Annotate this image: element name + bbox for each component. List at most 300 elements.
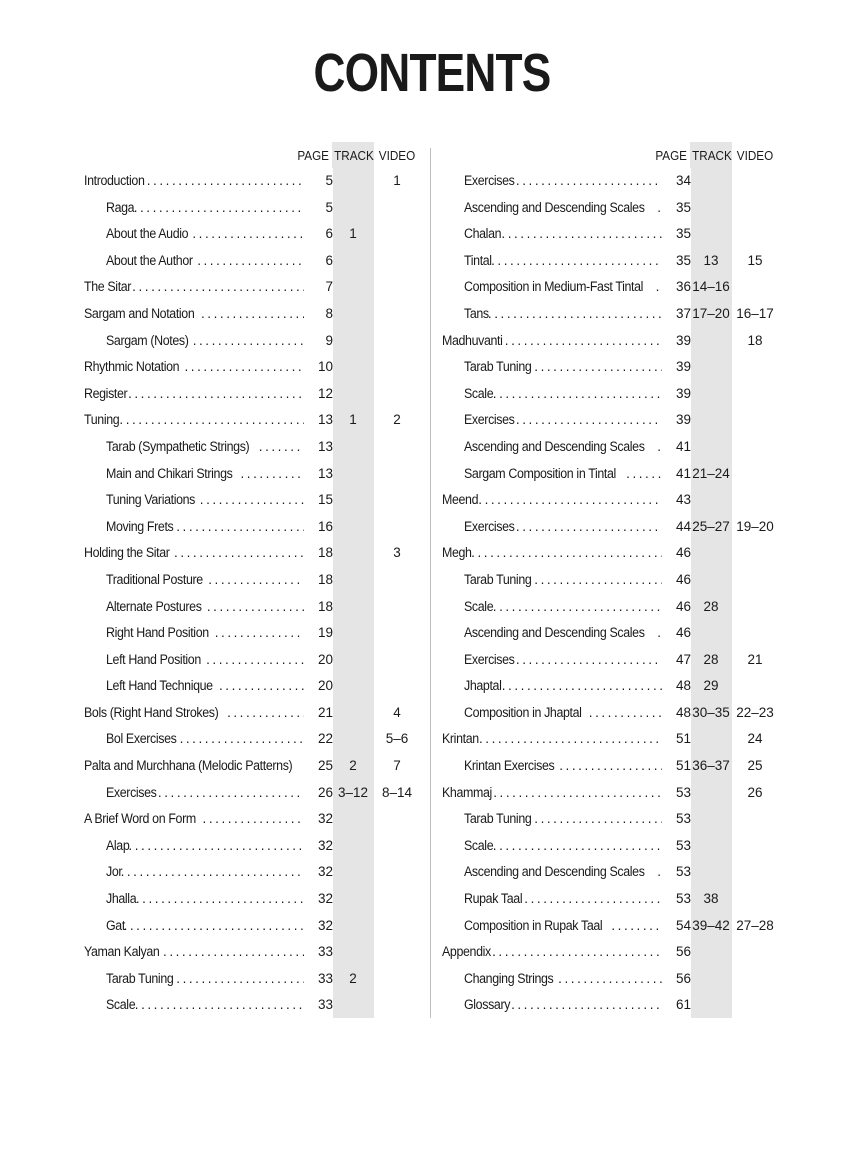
entry-label: Sargam (Notes) [106, 332, 189, 348]
dot-leader [531, 354, 682, 381]
entry-title-with-leader [106, 567, 324, 594]
toc-entry[interactable] [84, 939, 424, 966]
entry-title-with-leader [84, 540, 324, 567]
entry-label: Ascending and Descending Scales [464, 625, 645, 641]
toc-entry[interactable] [84, 886, 424, 913]
entry-page-number: 18 [304, 594, 333, 621]
dot-leader [121, 913, 324, 940]
toc-entry[interactable] [84, 168, 424, 195]
entry-label: Ascending and Descending Scales [464, 199, 645, 215]
entry-page-number: 35 [662, 221, 691, 248]
entry-page-number: 53 [662, 859, 691, 886]
entry-title-with-leader [106, 726, 324, 753]
toc-entry[interactable] [84, 514, 424, 541]
entry-label: About the Author [106, 252, 193, 268]
entry-title-with-leader [106, 514, 324, 541]
entry-page-number: 13 [304, 434, 333, 461]
toc-entry[interactable] [442, 966, 782, 993]
entry-video-number: 26 [747, 784, 763, 800]
toc-rows-left [84, 168, 424, 1019]
dot-leader [132, 992, 324, 1019]
entry-title-with-leader [106, 620, 324, 647]
dot-leader [125, 833, 324, 860]
toc-entry[interactable] [442, 381, 782, 408]
toc-entry[interactable] [442, 753, 782, 780]
entry-title-with-leader [106, 859, 324, 886]
entry-page-number: 9 [304, 328, 333, 355]
toc-entry[interactable] [84, 647, 424, 674]
entry-label: Madhuvanti [442, 332, 503, 348]
entry-page-number: 44 [662, 514, 691, 541]
entry-track-number: 29 [703, 678, 719, 694]
entry-page-number: 46 [662, 540, 691, 567]
entry-title-with-leader [106, 833, 324, 860]
entry-page-number: 16 [304, 514, 333, 541]
entry-page-number: 22 [304, 726, 333, 753]
entry-page-number: 48 [662, 700, 691, 727]
entry-page-number: 39 [662, 381, 691, 408]
entry-label: Scale [464, 385, 494, 401]
entry-label: Ascending and Descending Scales [464, 438, 645, 454]
entry-title-with-leader [442, 726, 682, 753]
entry-title-with-leader [464, 673, 682, 700]
entry-title-with-leader [106, 966, 324, 993]
entry-page-number: 7 [304, 274, 333, 301]
toc-entry[interactable] [442, 780, 782, 807]
entry-title-with-leader [106, 221, 324, 248]
toc-entry[interactable] [442, 195, 782, 222]
dot-leader [476, 726, 682, 753]
entry-page-number: 19 [304, 620, 333, 647]
entry-title-with-leader [442, 487, 682, 514]
entry-page-number: 43 [662, 487, 691, 514]
entry-title-with-leader [106, 647, 324, 674]
toc-entry[interactable] [84, 753, 424, 780]
video-header: VIDEO [378, 148, 416, 163]
toc-entry[interactable] [442, 328, 782, 355]
entry-label: Composition in Jhaptal [464, 704, 582, 720]
entry-title-with-leader [106, 461, 324, 488]
entry-label: Yaman Kalyan [84, 944, 160, 960]
entry-label: Scale [464, 598, 494, 614]
entry-label: Holding the Sitar [84, 545, 170, 561]
entry-label: Sargam and Notation [84, 305, 195, 321]
dot-leader [489, 939, 682, 966]
entry-page-number: 41 [662, 434, 691, 461]
entry-page-number: 53 [662, 780, 691, 807]
entry-title-with-leader [106, 434, 324, 461]
entry-label: Glossary [464, 997, 511, 1013]
entry-title-with-leader [106, 594, 324, 621]
entry-page-number: 6 [304, 221, 333, 248]
entry-title-with-leader [464, 434, 682, 461]
toc-entry[interactable] [442, 407, 782, 434]
dot-leader [508, 992, 682, 1019]
toc-entry[interactable] [84, 567, 424, 594]
dot-leader [531, 567, 682, 594]
entry-track-number: 17–20 [692, 305, 730, 321]
entry-title-with-leader [464, 567, 682, 594]
entry-page-number: 32 [304, 859, 333, 886]
toc-entry[interactable] [442, 221, 782, 248]
toc-entry[interactable] [442, 168, 782, 195]
toc-entry[interactable] [84, 833, 424, 860]
entry-page-number: 13 [304, 407, 333, 434]
dot-leader [513, 647, 682, 674]
toc-entry[interactable] [84, 274, 424, 301]
entry-title-with-leader [84, 301, 324, 328]
entry-track-number: 28 [703, 651, 719, 667]
entry-title-with-leader [106, 780, 324, 807]
toc-entry[interactable] [442, 886, 782, 913]
entry-page-number: 21 [304, 700, 333, 727]
entry-title-with-leader [464, 301, 682, 328]
video-header: VIDEO [736, 148, 774, 163]
toc-entry[interactable] [84, 354, 424, 381]
toc-entry[interactable] [442, 913, 782, 940]
toc-entry[interactable] [442, 434, 782, 461]
entry-label: Tarab (Sympathetic Strings) [106, 438, 250, 454]
entry-video-number: 18 [747, 332, 763, 348]
entry-page-number: 39 [662, 354, 691, 381]
dot-leader [144, 168, 324, 195]
dot-leader [490, 833, 682, 860]
entry-page-number: 53 [662, 806, 691, 833]
toc-entry[interactable] [442, 487, 782, 514]
entry-track-number: 3–12 [337, 784, 369, 800]
entry-label: Megh [442, 545, 472, 561]
dot-leader [116, 407, 324, 434]
entry-title-with-leader [464, 753, 682, 780]
entry-title-with-leader [464, 913, 682, 940]
entry-label: Bols (Right Hand Strokes) [84, 704, 219, 720]
toc-entry[interactable] [442, 833, 782, 860]
entry-page-number: 33 [304, 939, 333, 966]
entry-page-number: 56 [662, 939, 691, 966]
toc-entry[interactable] [84, 195, 424, 222]
entry-label: Tans [464, 305, 489, 321]
entry-page-number: 25 [304, 753, 333, 780]
entry-video-number: 22–23 [736, 704, 774, 720]
toc-entry[interactable] [442, 461, 782, 488]
dot-leader [498, 221, 682, 248]
entry-title-with-leader [464, 274, 682, 301]
entry-video-number: 3 [393, 545, 401, 561]
entry-page-number: 53 [662, 886, 691, 913]
entry-video-number: 1 [393, 173, 401, 188]
entry-page-number: 39 [662, 328, 691, 355]
dot-leader [521, 886, 682, 913]
toc-entry[interactable] [84, 221, 424, 248]
entry-label: Jhaptal [464, 678, 502, 694]
entry-page-number: 54 [662, 913, 691, 940]
toc-entry[interactable] [84, 780, 424, 807]
toc-entry[interactable] [84, 248, 424, 275]
toc-entry[interactable] [84, 594, 424, 621]
dot-leader [513, 168, 682, 195]
entry-label: Raga [106, 199, 135, 215]
entry-title-with-leader [106, 992, 324, 1019]
toc-entry[interactable] [442, 806, 782, 833]
entry-label: Bol Exercises [106, 731, 177, 747]
entry-label: Sargam Composition in Tintal [464, 465, 616, 481]
entry-label: Khammaj [442, 784, 492, 800]
toc-entry[interactable] [84, 806, 424, 833]
entry-label: Krintan Exercises [464, 758, 555, 774]
toc-entry[interactable] [84, 620, 424, 647]
entry-title-with-leader [464, 833, 682, 860]
toc-entry[interactable] [84, 966, 424, 993]
entry-video-number: 15 [747, 252, 763, 268]
entry-label: Composition in Medium-Fast Tintal [464, 279, 644, 295]
toc-entry[interactable] [84, 461, 424, 488]
entry-video-number: 16–17 [736, 305, 774, 321]
entry-label: Left Hand Technique [106, 678, 213, 694]
dot-leader [490, 594, 682, 621]
entry-page-number: 46 [662, 620, 691, 647]
entry-label: Rhythmic Notation [84, 359, 180, 375]
entry-label: Composition in Rupak Taal [464, 917, 603, 933]
entry-title-with-leader [464, 195, 682, 222]
dot-leader [468, 540, 682, 567]
entry-title-with-leader [106, 195, 324, 222]
entry-page-number: 33 [304, 966, 333, 993]
entry-title-with-leader [84, 700, 324, 727]
toc-column-left [84, 142, 484, 1022]
entry-track-number: 21–24 [692, 465, 730, 481]
entry-title-with-leader [464, 886, 682, 913]
toc-entry[interactable] [442, 248, 782, 275]
entry-title-with-leader [84, 274, 324, 301]
dot-leader [499, 673, 682, 700]
entry-title-with-leader [106, 913, 324, 940]
page-title: CONTENTS [313, 43, 551, 103]
toc-entry[interactable] [442, 700, 782, 727]
entry-label: Tarab Tuning [106, 970, 174, 986]
entry-title-with-leader [442, 540, 682, 567]
entry-page-number: 32 [304, 833, 333, 860]
toc-entry[interactable] [84, 859, 424, 886]
entry-label: Appendix [442, 944, 491, 960]
entry-title-with-leader [464, 620, 682, 647]
entry-label: Moving Frets [106, 518, 174, 534]
entry-title-with-leader [442, 939, 682, 966]
entry-label: Meend [442, 492, 479, 508]
entry-label: Tintal [464, 252, 492, 268]
entry-track-number: 38 [703, 891, 719, 907]
entry-title-with-leader [106, 487, 324, 514]
entry-label: Tarab Tuning [464, 811, 532, 827]
entry-video-number: 27–28 [736, 917, 774, 933]
entry-page-number: 37 [662, 301, 691, 328]
dot-leader [129, 274, 324, 301]
entry-track-number: 30–35 [692, 704, 730, 720]
entry-page-number: 26 [304, 780, 333, 807]
entry-label: Scale [106, 997, 136, 1013]
entry-page-number: 15 [304, 487, 333, 514]
toc-entry[interactable] [442, 567, 782, 594]
entry-title-with-leader [464, 248, 682, 275]
dot-leader [131, 195, 324, 222]
entry-label: Palta and Murchhana (Melodic Patterns) [84, 758, 293, 774]
entry-page-number: 46 [662, 567, 691, 594]
toc-column-right [442, 142, 842, 1022]
entry-title-with-leader [84, 354, 324, 381]
entry-label: Tarab Tuning [464, 571, 532, 587]
entry-page-number: 33 [304, 992, 333, 1019]
entry-title-with-leader [464, 806, 682, 833]
dot-leader [155, 780, 324, 807]
entry-page-number: 39 [662, 407, 691, 434]
dot-leader [118, 859, 324, 886]
entry-label: The Sitar [84, 279, 132, 295]
entry-track-number: 28 [703, 598, 719, 614]
entry-page-number: 20 [304, 647, 333, 674]
entry-video-number: 8–14 [381, 784, 413, 800]
entry-label: Scale [464, 837, 494, 853]
toc-entry[interactable] [442, 620, 782, 647]
entry-page-number: 18 [304, 567, 333, 594]
entry-page-number: 61 [662, 992, 691, 1019]
entry-title-with-leader [106, 886, 324, 913]
entry-title-with-leader [464, 514, 682, 541]
toc-entry[interactable] [442, 647, 782, 674]
entry-page-number: 8 [304, 301, 333, 328]
toc-entry[interactable] [84, 328, 424, 355]
entry-label: Tuning Variations [106, 492, 196, 508]
entry-label: Jor [106, 864, 123, 880]
entry-track-number: 36–37 [692, 758, 730, 774]
entry-video-number: 5–6 [385, 731, 409, 747]
dot-leader [502, 328, 682, 355]
entry-page-number: 51 [662, 753, 691, 780]
entry-label: Alternate Postures [106, 598, 202, 614]
toc-entry[interactable] [84, 381, 424, 408]
dot-leader [173, 966, 324, 993]
entry-video-number: 7 [393, 758, 401, 774]
dot-leader [125, 381, 324, 408]
entry-title-with-leader [464, 381, 682, 408]
toc-entry[interactable] [442, 859, 782, 886]
toc-entry[interactable] [84, 726, 424, 753]
entry-track-number: 25–27 [692, 518, 730, 534]
entry-title-with-leader [84, 407, 324, 434]
toc-entry[interactable] [442, 992, 782, 1019]
entry-video-number: 24 [747, 731, 763, 747]
entry-title-with-leader [464, 461, 682, 488]
entry-title-with-leader [106, 673, 324, 700]
track-header: TRACK [334, 148, 374, 163]
entry-page-number: 46 [662, 594, 691, 621]
toc-entry[interactable] [84, 487, 424, 514]
entry-track-number: 1 [349, 226, 357, 242]
entry-label: Left Hand Position [106, 651, 201, 667]
dot-leader [485, 301, 682, 328]
toc-entry[interactable] [442, 939, 782, 966]
dot-leader [490, 780, 682, 807]
entry-video-number: 19–20 [736, 518, 774, 534]
entry-title-with-leader [464, 859, 682, 886]
toc-entry[interactable] [442, 594, 782, 621]
entry-label: A Brief Word on Form [84, 811, 196, 827]
entry-label: Chalan [464, 226, 502, 242]
toc-entry[interactable] [84, 407, 424, 434]
entry-page-number: 10 [304, 354, 333, 381]
entry-title-with-leader [84, 806, 324, 833]
dot-leader [133, 886, 324, 913]
dot-leader [160, 939, 324, 966]
entry-title-with-leader [106, 328, 324, 355]
entry-title-with-leader [464, 354, 682, 381]
toc-entry[interactable] [84, 301, 424, 328]
entry-title-with-leader [464, 221, 682, 248]
entry-label: Main and Chikari Strings [106, 465, 233, 481]
entry-label: Exercises [464, 412, 515, 428]
track-header: TRACK [692, 148, 732, 163]
entry-page-number: 32 [304, 806, 333, 833]
entry-label: Exercises [464, 651, 515, 667]
toc-entry[interactable] [442, 540, 782, 567]
entry-page-number: 41 [662, 461, 691, 488]
entry-title-with-leader [464, 700, 682, 727]
entry-page-number: 56 [662, 966, 691, 993]
dot-leader [488, 248, 682, 275]
entry-label: Ascending and Descending Scales [464, 864, 645, 880]
toc-entry[interactable] [442, 673, 782, 700]
toc-entry[interactable] [84, 673, 424, 700]
dot-leader [531, 806, 682, 833]
entry-label: Changing Strings [464, 970, 554, 986]
entry-title-with-leader [464, 407, 682, 434]
entry-page-number: 5 [304, 195, 333, 222]
entry-title-with-leader [106, 248, 324, 275]
dot-leader [490, 381, 682, 408]
entry-page-number: 53 [662, 833, 691, 860]
entry-title-with-leader [84, 381, 324, 408]
entry-page-number: 51 [662, 726, 691, 753]
entry-page-number: 20 [304, 673, 333, 700]
entry-track-number: 2 [349, 970, 357, 986]
toc-entry[interactable] [442, 726, 782, 753]
entry-page-number: 13 [304, 461, 333, 488]
entry-label: Register [84, 385, 128, 401]
entry-video-number: 2 [393, 412, 401, 428]
toc-entry[interactable] [442, 274, 782, 301]
entry-title-with-leader [84, 753, 324, 780]
entry-page-number: 35 [662, 248, 691, 275]
entry-page-number: 32 [304, 886, 333, 913]
toc-entry[interactable] [442, 354, 782, 381]
page-header: PAGE [297, 148, 329, 163]
entry-video-number: 25 [747, 758, 763, 774]
entry-video-number: 21 [747, 651, 763, 667]
entry-label: Exercises [106, 784, 157, 800]
entry-page-number: 32 [304, 913, 333, 940]
toc-entry[interactable] [442, 301, 782, 328]
toc-entry[interactable] [84, 992, 424, 1019]
entry-label: Traditional Posture [106, 571, 203, 587]
entry-page-number: 18 [304, 540, 333, 567]
entry-page-number: 34 [662, 168, 691, 195]
toc-entry[interactable] [84, 913, 424, 940]
toc-entry[interactable] [84, 434, 424, 461]
toc-entry[interactable] [84, 540, 424, 567]
toc-entry[interactable] [84, 700, 424, 727]
toc-entry[interactable] [442, 514, 782, 541]
entry-label: Gat [106, 917, 125, 933]
entry-page-number: 47 [662, 647, 691, 674]
entry-label: Exercises [464, 518, 515, 534]
